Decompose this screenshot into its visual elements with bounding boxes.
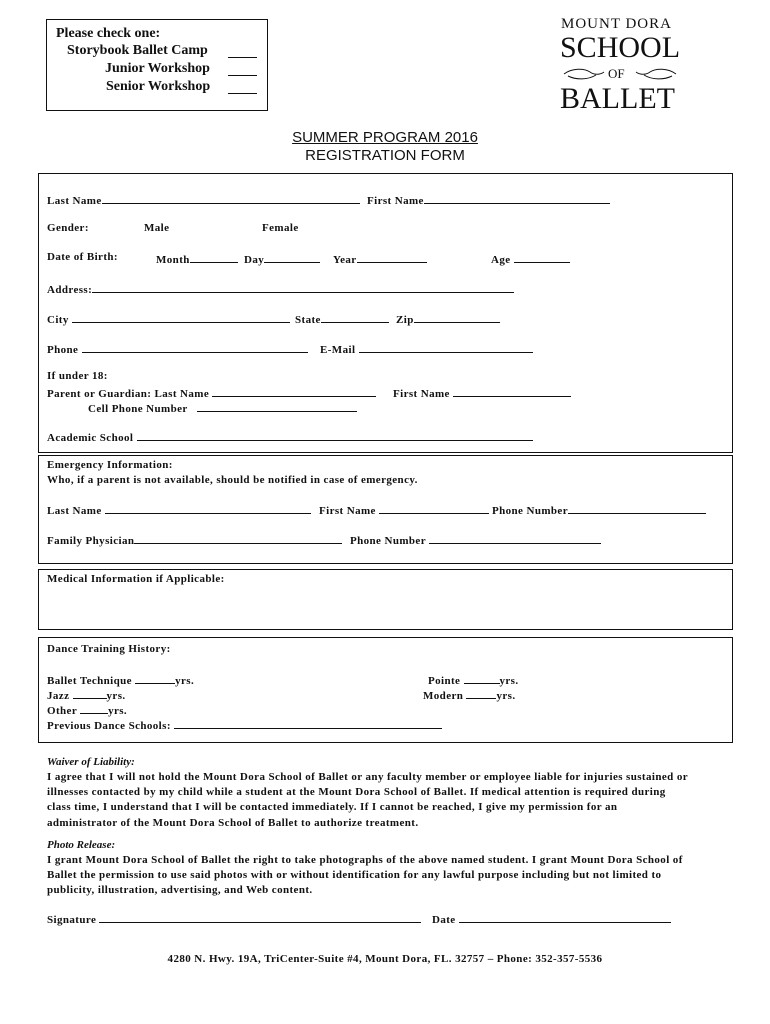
state-field[interactable]: State [295,311,389,326]
pointe-field[interactable]: Pointe yrs. [428,672,519,687]
date-field[interactable]: Date [432,911,671,926]
waiver-heading: Waiver of Liability: [47,756,135,768]
logo-line-school: SCHOOL [560,31,681,64]
gender-female-option[interactable]: Female [262,222,299,234]
other-dance-field[interactable]: Other yrs. [47,702,127,717]
waiver-line: I agree that I will not hold the Mount Dora School of Ballet or any faculty member or employee liable for injuries sustained or [47,771,689,783]
photo-release-line: publicity, illustration, advertising, and Web content. [47,884,313,896]
waiver-line: class time, I understand that I will be contacted immediately. If I cannot be reached, I give my permission for an [47,801,618,813]
previous-dance-schools-field[interactable]: Previous Dance Schools: [47,717,442,732]
checklist-blank-senior[interactable] [228,82,257,94]
dob-label: Date of Birth: [47,251,118,263]
medical-heading: Medical Information if Applicable: [47,573,225,585]
photo-release-line: Ballet the permission to use said photos with or without identification for any lawful purpose including but not limited to [47,869,662,881]
jazz-field[interactable]: Jazz yrs. [47,687,126,702]
checklist-heading: Please check one: [56,26,161,41]
emergency-heading: Emergency Information: [47,459,173,471]
modern-field[interactable]: Modern yrs. [423,687,515,702]
dob-day-field[interactable]: Day [244,251,320,266]
phone-field[interactable]: Phone [47,341,308,356]
checklist-option-storybook: Storybook Ballet Camp [67,43,208,58]
form-title: SUMMER PROGRAM 2016 [292,129,478,146]
photo-release-line: I grant Mount Dora School of Ballet the right to take photographs of the above named student. I grant Mount Dora School of [47,854,683,866]
logo-line-ballet: BALLET [560,82,675,115]
city-field[interactable]: City [47,311,290,326]
under-18-label: If under 18: [47,370,108,382]
checklist-option-senior: Senior Workshop [106,79,211,94]
waiver-line: illnesses contacted by my child while a student at the Mount Dora School of Ballet. If medical attention is required during [47,786,666,798]
checklist-blank-storybook[interactable] [228,46,257,58]
dob-year-field[interactable]: Year [333,251,427,266]
physician-phone-field[interactable]: Phone Number [350,532,601,547]
zip-field[interactable]: Zip [396,311,500,326]
guardian-first-name-field[interactable]: First Name [393,385,571,400]
photo-release-heading: Photo Release: [47,839,116,851]
dance-history-heading: Dance Training History: [47,643,171,655]
emergency-first-name-field[interactable]: First Name [319,502,489,517]
checklist-blank-junior[interactable] [228,64,257,76]
last-name-field[interactable]: Last Name [47,192,360,207]
signature-field[interactable]: Signature [47,911,421,926]
first-name-field[interactable]: First Name [367,192,610,207]
form-subtitle: REGISTRATION FORM [305,147,465,164]
email-field[interactable]: E-Mail [320,341,533,356]
gender-label: Gender: [47,222,89,234]
guardian-last-name-field[interactable]: Parent or Guardian: Last Name [47,385,376,400]
ballet-technique-field[interactable]: Ballet Technique yrs. [47,672,194,687]
dob-month-field[interactable]: Month [156,251,238,266]
gender-male-option[interactable]: Male [144,222,170,234]
logo-line-of: OF [608,66,625,81]
family-physician-field[interactable]: Family Physician [47,532,342,547]
emergency-subheading: Who, if a parent is not available, should be notified in case of emergency. [47,474,418,486]
emergency-last-name-field[interactable]: Last Name [47,502,311,517]
address-field[interactable]: Address: [47,281,514,296]
age-field[interactable]: Age [491,251,570,266]
waiver-line: administrator of the Mount Dora School of Ballet to authorize treatment. [47,817,419,829]
emergency-phone-field[interactable]: Phone Number [492,502,706,517]
footer-address: 4280 N. Hwy. 19A, TriCenter-Suite #4, Mount Dora, FL. 32757 – Phone: 352-357-5536 [167,953,603,965]
academic-school-field[interactable]: Academic School [47,429,533,444]
logo-line-mount-dora: MOUNT DORA [561,16,672,32]
cell-phone-field[interactable]: Cell Phone Number [88,400,357,415]
checklist-option-junior: Junior Workshop [105,61,210,76]
